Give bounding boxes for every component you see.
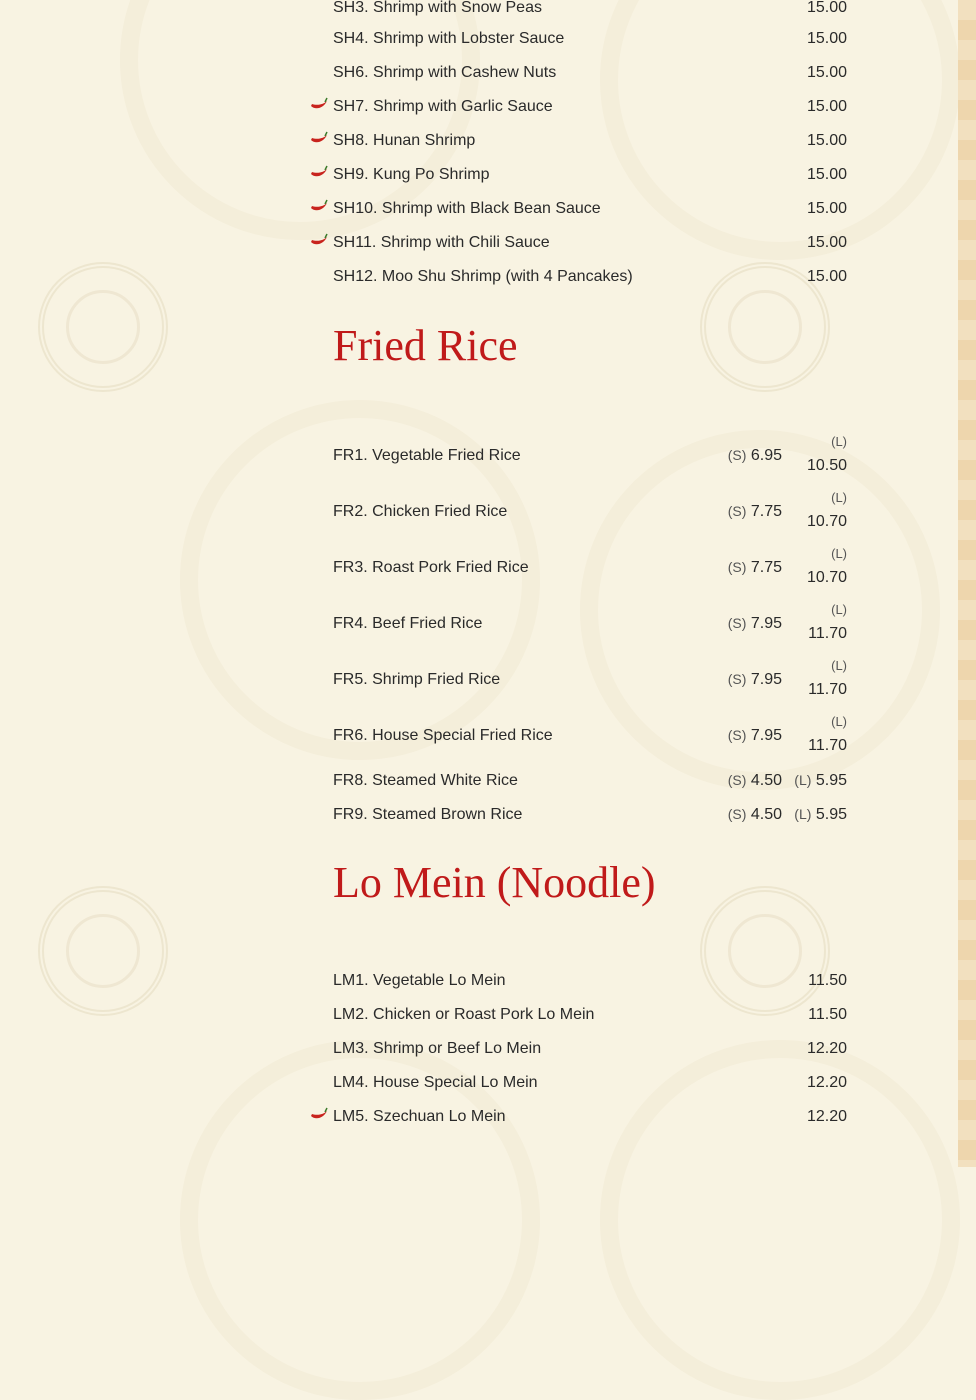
large-price [794, 806, 847, 824]
menu-item [333, 1041, 847, 1075]
menu-item [333, 235, 847, 269]
item-price: 15.00 [806, 234, 847, 251]
item-name: SH4. Shrimp with Lobster Sauce [333, 30, 565, 47]
item-price: 15.00 [806, 98, 847, 115]
large-price [794, 772, 847, 790]
item-price: 15.00 [806, 0, 847, 16]
item-price: 12.20 [806, 1074, 847, 1091]
large-value: 11.70 [808, 737, 847, 754]
small-tag: (S) [727, 615, 747, 631]
menu-item [333, 201, 847, 235]
item-name: FR1. Vegetable Fried Rice [333, 447, 521, 464]
item-name: SH7. Shrimp with Garlic Sauce [333, 98, 553, 115]
menu-item [333, 973, 847, 1007]
menu-item [333, 490, 847, 559]
menu-item [333, 269, 847, 303]
item-price: 15.00 [806, 30, 847, 47]
menu-item [333, 658, 847, 727]
small-value: 7.95 [750, 615, 782, 632]
large-price [808, 715, 847, 755]
small-value: 7.75 [750, 503, 782, 520]
small-value: 6.95 [750, 447, 782, 464]
section-title: Fried Rice [333, 321, 518, 370]
large-value: 5.95 [815, 772, 847, 789]
item-price: 15.00 [806, 64, 847, 81]
menu-item [333, 65, 847, 99]
large-value: 10.70 [806, 569, 847, 586]
large-value: 11.70 [808, 625, 847, 642]
small-tag: (S) [727, 671, 747, 687]
chili-pepper-icon [310, 1107, 328, 1121]
small-price [728, 503, 782, 521]
small-value: 4.50 [750, 772, 782, 789]
small-price [728, 615, 782, 633]
small-tag: (S) [727, 503, 747, 519]
menu-item [333, 434, 847, 503]
large-price [807, 491, 847, 531]
item-name: SH6. Shrimp with Cashew Nuts [333, 64, 557, 81]
small-value: 7.95 [750, 727, 782, 744]
menu-item [333, 167, 847, 201]
menu-item [333, 772, 847, 806]
item-name: FR2. Chicken Fried Rice [333, 503, 508, 520]
item-name: LM4. House Special Lo Mein [333, 1074, 538, 1091]
large-value: 10.70 [806, 513, 847, 530]
small-value: 7.95 [750, 671, 782, 688]
item-name: SH10. Shrimp with Black Bean Sauce [333, 200, 601, 217]
small-price [728, 806, 782, 824]
item-name: SH9. Kung Po Shrimp [333, 166, 490, 183]
menu-item [333, 546, 847, 615]
item-name: SH8. Hunan Shrimp [333, 132, 476, 149]
chili-pepper-icon [310, 233, 328, 247]
large-tag: (L) [831, 714, 847, 729]
menu-item [333, 133, 847, 167]
small-price [728, 447, 782, 465]
large-tag: (L) [831, 490, 847, 505]
item-price: 12.20 [806, 1108, 847, 1125]
chili-pepper-icon [310, 199, 328, 213]
large-price [808, 603, 847, 643]
item-price: 11.50 [808, 1006, 847, 1023]
item-name: LM2. Chicken or Roast Pork Lo Mein [333, 1006, 595, 1023]
small-value: 4.50 [750, 806, 782, 823]
item-name: SH11. Shrimp with Chili Sauce [333, 234, 550, 251]
large-price [807, 435, 847, 475]
small-value: 7.75 [750, 559, 782, 576]
large-tag: (L) [794, 772, 812, 788]
item-name: FR8. Steamed White Rice [333, 772, 518, 789]
large-price [807, 547, 847, 587]
item-price: 15.00 [806, 200, 847, 217]
item-name: SH3. Shrimp with Snow Peas [333, 0, 542, 16]
item-price: 15.00 [806, 268, 847, 285]
item-name: FR4. Beef Fried Rice [333, 615, 483, 632]
large-tag: (L) [831, 602, 847, 617]
large-value: 5.95 [815, 806, 847, 823]
small-price [728, 727, 782, 745]
item-name: SH12. Moo Shu Shrimp (with 4 Pancakes) [333, 268, 633, 285]
menu-item [333, 1075, 847, 1109]
small-tag: (S) [727, 806, 747, 822]
chili-pepper-icon [310, 97, 328, 111]
large-price [808, 659, 847, 699]
large-value: 11.70 [808, 681, 847, 698]
item-price: 12.20 [806, 1040, 847, 1057]
item-price: 15.00 [806, 132, 847, 149]
small-price [728, 772, 782, 790]
menu-item [333, 99, 847, 133]
item-name: LM3. Shrimp or Beef Lo Mein [333, 1040, 542, 1057]
item-name: FR9. Steamed Brown Rice [333, 806, 523, 823]
small-tag: (S) [727, 447, 747, 463]
small-tag: (S) [727, 727, 747, 743]
small-tag: (S) [727, 559, 747, 575]
item-name: FR6. House Special Fried Rice [333, 727, 553, 744]
large-tag: (L) [794, 806, 812, 822]
large-tag: (L) [831, 546, 847, 561]
chili-pepper-icon [310, 131, 328, 145]
item-name: LM1. Vegetable Lo Mein [333, 972, 506, 989]
large-value: 10.50 [806, 457, 847, 474]
large-tag: (L) [831, 434, 847, 449]
menu-item [333, 806, 847, 840]
menu-item [333, 602, 847, 671]
item-name: FR3. Roast Pork Fried Rice [333, 559, 529, 576]
small-price [728, 559, 782, 577]
item-name: FR5. Shrimp Fried Rice [333, 671, 501, 688]
menu-item [333, 0, 847, 34]
section-title: Lo Mein (Noodle) [333, 858, 656, 907]
large-tag: (L) [831, 658, 847, 673]
small-tag: (S) [727, 772, 747, 788]
menu-item [333, 1109, 847, 1143]
menu-item [333, 1007, 847, 1041]
item-name: LM5. Szechuan Lo Mein [333, 1108, 506, 1125]
item-price: 11.50 [808, 972, 847, 989]
chili-pepper-icon [310, 165, 328, 179]
small-price [728, 671, 782, 689]
item-price: 15.00 [806, 166, 847, 183]
menu-item [333, 31, 847, 65]
